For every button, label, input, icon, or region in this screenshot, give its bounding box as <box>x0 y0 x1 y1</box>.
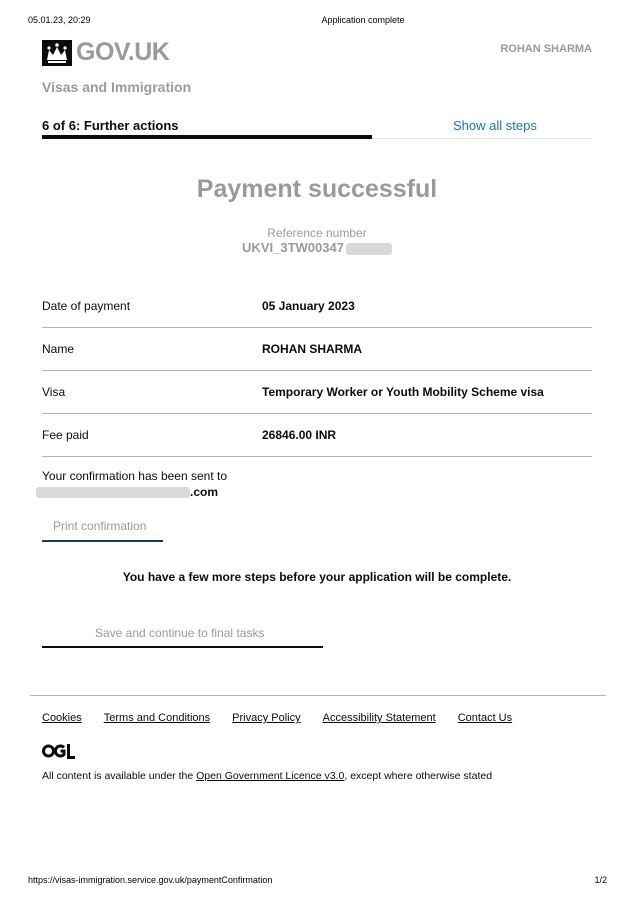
summary-list <box>42 285 592 457</box>
reference-label: Reference number <box>267 226 367 240</box>
more-steps-notice: You have a few more steps before your application will be complete. <box>122 570 512 584</box>
email-address <box>42 484 227 500</box>
footer-link-accessibility[interactable]: Accessibility Statement <box>322 712 436 724</box>
summary-value: Temporary Worker or Youth Mobility Scheme visa <box>262 385 544 399</box>
crown-icon <box>42 40 72 66</box>
ogl-logo-icon <box>42 742 76 760</box>
footer-link-cookies[interactable]: Cookies <box>42 712 82 724</box>
print-title: Application complete <box>321 15 405 25</box>
govuk-logo[interactable] <box>42 38 169 67</box>
step-label: 6 of 6: Further actions <box>42 118 179 133</box>
redaction-blur <box>346 243 392 255</box>
summary-value: ROHAN SHARMA <box>262 342 362 356</box>
footer-link-privacy[interactable]: Privacy Policy <box>232 712 301 724</box>
summary-key: Date of payment <box>42 299 131 313</box>
licence-text <box>42 770 492 782</box>
redaction-blur <box>36 487 190 498</box>
footer-link-terms[interactable]: Terms and Conditions <box>103 712 211 724</box>
summary-key: Name <box>42 342 75 356</box>
print-datetime: 05.01.23, 20:29 <box>28 15 91 25</box>
summary-row-visa <box>42 371 592 414</box>
licence-suffix: , except where otherwise stated <box>344 770 493 782</box>
footer-link-contact[interactable]: Contact Us <box>457 712 513 724</box>
print-confirmation-label: Print confirmation <box>53 519 147 533</box>
save-and-continue-button[interactable] <box>42 622 323 648</box>
summary-row-fee <box>42 414 592 457</box>
print-page-number: 1/2 <box>594 875 607 885</box>
email-suffix: .com <box>190 485 219 499</box>
licence-link[interactable]: Open Government Licence v3.0 <box>196 770 345 782</box>
print-url: https://visas-immigration.service.gov.uk/paymentConfirmation <box>28 875 273 885</box>
licence-prefix: All content is available under the <box>42 770 197 782</box>
summary-row-date <box>42 285 592 328</box>
service-name[interactable]: Visas and Immigration <box>42 79 192 95</box>
reference-number <box>0 240 634 255</box>
user-name: ROHAN SHARMA <box>500 43 592 55</box>
email-notice-text: Your confirmation has been sent to <box>42 469 228 483</box>
print-confirmation-button[interactable] <box>42 516 163 542</box>
footer-divider <box>30 695 606 696</box>
summary-key: Visa <box>42 385 66 399</box>
summary-value: 26846.00 INR <box>262 428 337 442</box>
summary-row-name <box>42 328 592 371</box>
logo-text: GOV.UK <box>76 38 170 66</box>
save-and-continue-label: Save and continue to final tasks <box>95 626 265 640</box>
summary-value: 05 January 2023 <box>262 299 355 313</box>
show-all-steps-link[interactable]: Show all steps <box>453 118 537 133</box>
reference-value: UKVI_3TW00347 <box>242 240 344 255</box>
footer-links <box>42 712 534 724</box>
summary-key: Fee paid <box>42 428 89 442</box>
email-notice <box>42 468 227 500</box>
page-title: Payment successful <box>196 175 438 203</box>
progress-fill <box>42 135 372 139</box>
